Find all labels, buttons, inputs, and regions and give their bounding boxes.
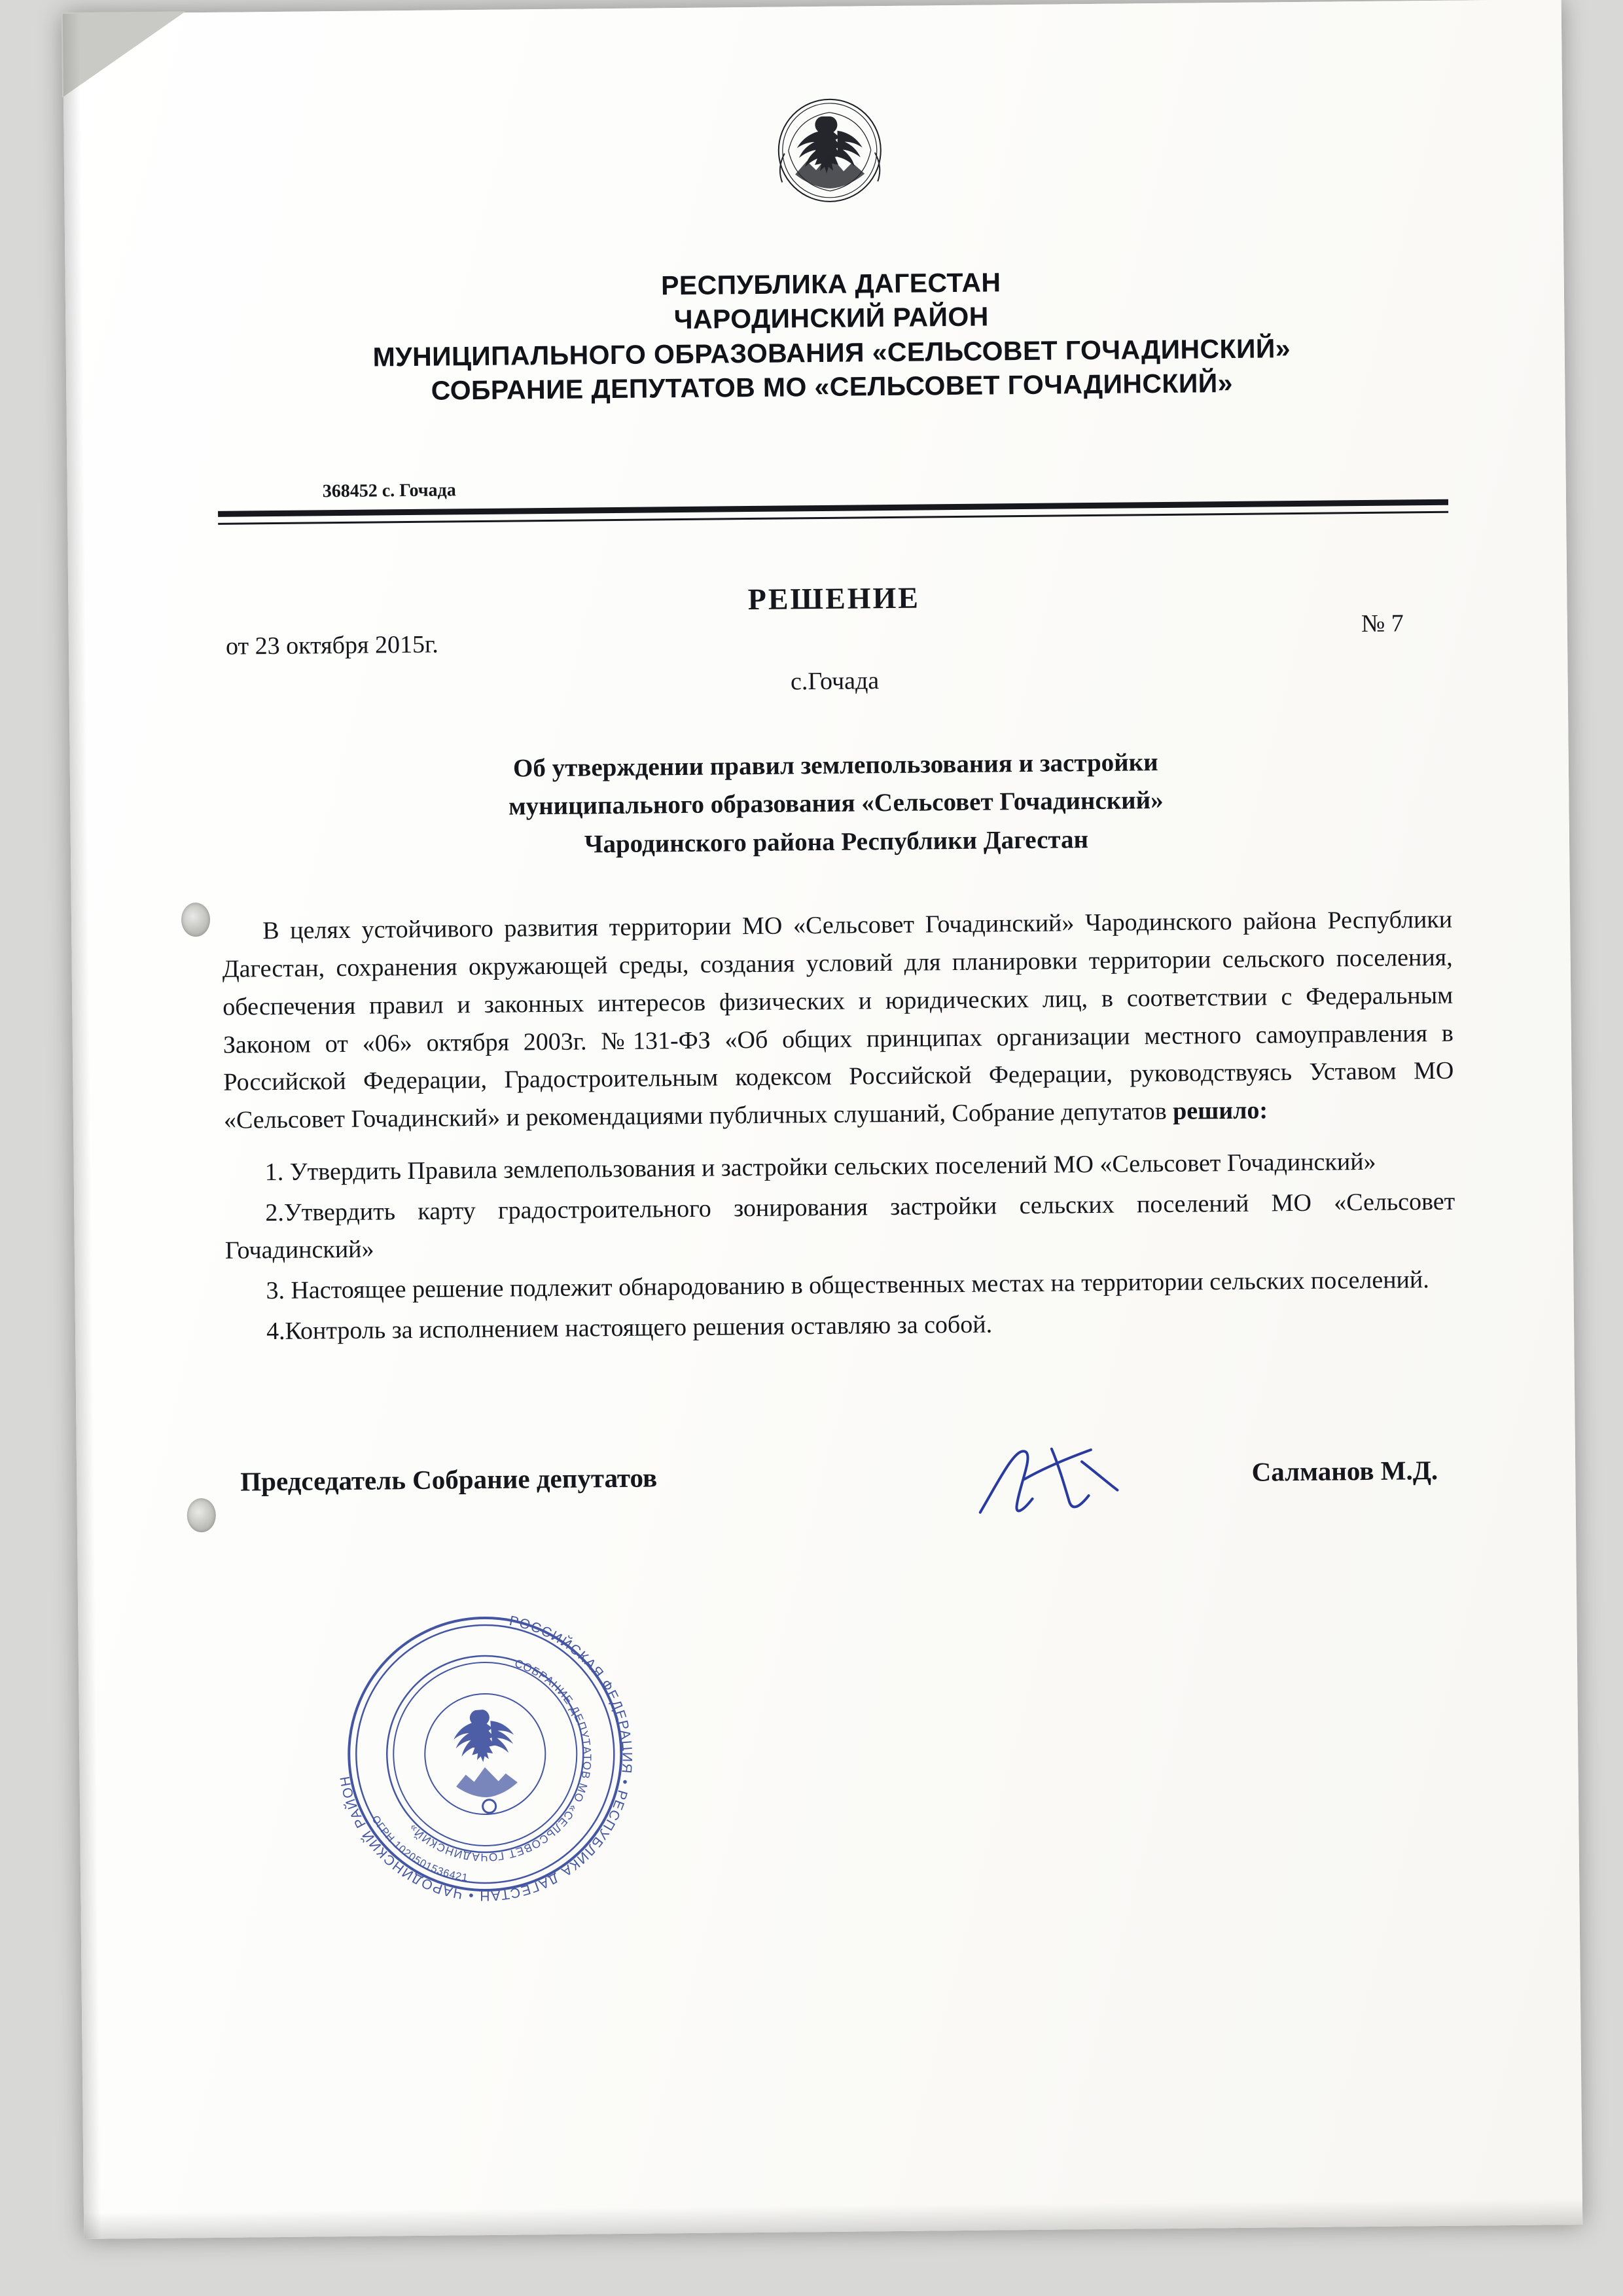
- paper-sheet: [63, 0, 1583, 2239]
- signer-name: Салманов М.Д.: [1251, 1454, 1438, 1487]
- official-round-stamp-icon: [302, 1577, 668, 1931]
- decision-item: 4.Контроль за исполнением настоящего решения оставляю за собой.: [266, 1310, 993, 1346]
- handwritten-signature-icon: [954, 1432, 1150, 1526]
- document-subject: [221, 741, 1452, 868]
- document-place: с.Гочада: [790, 667, 880, 696]
- coat-of-arms-icon: [754, 84, 906, 226]
- subject-line-3: Чародинского района Республики Дагестан: [584, 825, 1089, 859]
- svg-text:СОБРАНИЕ ДЕПУТАТОВ МО «СЕЛЬСОВ: СОБРАНИЕ ДЕПУТАТОВ МО «СЕЛЬСОВЕТ ГОЧАДИНСКИЙ»: [406, 1657, 594, 1864]
- address-block: [218, 471, 1449, 525]
- preamble-emphasis: решило:: [1172, 1096, 1268, 1125]
- signature-row: [227, 1447, 1458, 1557]
- postal-address: 368452 с. Гочада: [322, 480, 456, 502]
- decision-item: 3. Настоящее решение подлежит обнародованию в общественных местах на территории сельских поселений.: [266, 1266, 1429, 1305]
- document-body: [222, 901, 1456, 1351]
- svg-text:ОГРН 1020501536421: ОГРН 1020501536421: [369, 1814, 469, 1884]
- subject-line-2: муниципального образования «Сельсовет Гочадинский»: [508, 786, 1164, 821]
- decision-item: 2.Утвердить карту градостроительного зонирования застройки сельских поселений МО «Сельсовет Гочадинский»: [224, 1187, 1455, 1265]
- preamble-paragraph: [222, 901, 1454, 1140]
- document-date: от 23 октября 2015г.: [225, 630, 438, 660]
- decision-item: 1. Утвердить Правила землепользования и застройки сельских поселений МО «Сельсовет Гочадинский»: [264, 1147, 1376, 1187]
- decision-items: [224, 1143, 1456, 1352]
- emblem-container: [214, 79, 1446, 235]
- punch-hole-mark: [181, 903, 210, 937]
- document-content: [214, 79, 1458, 1558]
- organization-header: [216, 261, 1448, 410]
- header-line-assembly: СОБРАНИЕ ДЕПУТАТОВ МО «СЕЛЬСОВЕТ ГОЧАДИНСКИЙ»: [431, 368, 1233, 406]
- signer-title: Председатель Собрание депутатов: [240, 1462, 658, 1497]
- header-line-municipality: МУНИЦИПАЛЬНОГО ОБРАЗОВАНИЯ «СЕЛЬСОВЕТ ГОЧАДИНСКИЙ»: [372, 333, 1291, 372]
- header-line-republic: РЕСПУБЛИКА ДАГЕСТАН: [660, 267, 1001, 301]
- preamble-text: В целях устойчивого развития территории МО «Сельсовет Гочадинский» Чародинского района Республики Дагестан, сохранения окружающей среды, создания условий для планировки территории сельского поселения, обеспечения правил и законных интересов физических и юридических лиц, в соответствии с Федеральным Законом от «06» октября 2003г. №131-ФЗ «Об общих принципах организации местного самоуправления в Российской Федерации, Градостроительным кодексом Российской Федерации, руководствуясь Уставом МО «Сельсовет Гочадинский» и рекомендациями публичных слушаний, Собрание депутатов: [222, 906, 1454, 1134]
- document-title: РЕШЕНИЕ: [747, 581, 921, 616]
- document-number: № 7: [1361, 609, 1404, 637]
- punch-hole-mark: [187, 1498, 216, 1532]
- subject-line-1: Об утверждении правил землепользования и застройки: [512, 747, 1158, 783]
- svg-text:РОССИЙСКАЯ ФЕДЕРАЦИЯ • РЕСПУБЛ: РОССИЙСКАЯ ФЕДЕРАЦИЯ • РЕСПУБЛИКА ДАГЕСТАН • ЧАРОДИНСКИЙ РАЙОН: [337, 1613, 635, 1904]
- header-line-district: ЧАРОДИНСКИЙ РАЙОН: [673, 301, 989, 335]
